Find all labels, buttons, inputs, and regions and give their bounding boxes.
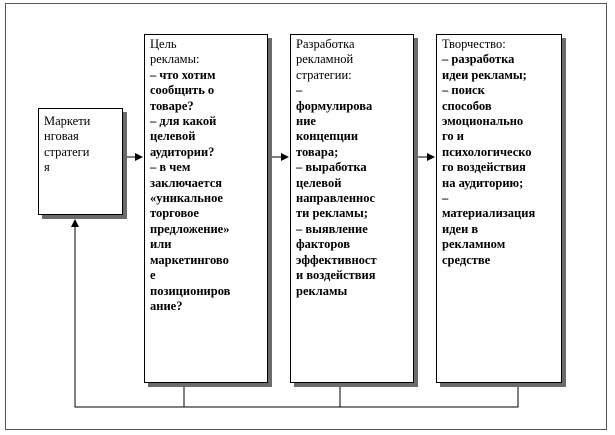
box-text-line: на аудиторию; — [442, 175, 524, 190]
box-text-line: – поиск — [442, 83, 485, 98]
box-text-line: го и — [442, 129, 464, 144]
box-text-line: Творчество: — [442, 37, 506, 51]
box-text-line: го воздействия — [442, 160, 526, 175]
box-text-line: Цель — [150, 37, 177, 51]
box-text-line: – в чем — [150, 160, 191, 175]
box-text-line: материализация — [442, 206, 536, 221]
box-text-line: Разработка — [296, 37, 355, 51]
box-text-line: рекламы: — [150, 52, 200, 67]
feedback-arrow-head — [71, 219, 79, 227]
box-text-line: концепции — [296, 129, 359, 144]
box-text-line: предложение» — [150, 221, 230, 236]
box-text-line: – выработка — [296, 160, 367, 175]
box-text-line: е — [150, 268, 156, 283]
box-text-line: психологическо — [442, 144, 532, 159]
box-text-line: я — [44, 160, 50, 175]
box-text-line: рекламном — [442, 237, 506, 252]
box-text-line: сообщить о — [150, 83, 215, 98]
box-text-line: ти рекламы; — [296, 206, 368, 221]
box-text-line: ание? — [150, 298, 183, 313]
box-advertising-goal — [144, 34, 268, 383]
box-text-line: – — [296, 83, 303, 98]
box-text-line: средстве — [442, 252, 491, 267]
box-text-line: целевой — [296, 175, 342, 190]
box-creativity — [436, 34, 562, 383]
box-text-line: стратеги — [44, 144, 90, 159]
box-text-line: – выявление — [296, 221, 368, 236]
box-text-line: идеи в — [442, 221, 479, 236]
box-text-line: торговое — [150, 206, 199, 221]
box-text-line: формулирова — [296, 98, 373, 113]
box-text-line: и воздействия — [296, 268, 376, 283]
box-text-line: эффективност — [296, 252, 377, 267]
box-text-line: направленнос — [296, 191, 376, 206]
box-text-line: или — [150, 237, 172, 252]
box-text-line: рекламной — [296, 52, 354, 67]
box-text-line: стратегии: — [296, 67, 352, 82]
box-text-line: аудитории? — [150, 144, 215, 159]
box-text-line: ние — [296, 114, 316, 129]
box-text-line: – — [442, 191, 449, 206]
box-text-line: заключается — [150, 175, 223, 190]
box-text-line: – для какой — [150, 114, 217, 129]
box-text-line: целевой — [150, 129, 196, 144]
box-text-line: эмоционально — [442, 114, 524, 129]
box-text-line: товара; — [296, 144, 339, 159]
box-text-line: идеи рекламы; — [442, 67, 527, 82]
box-text-line: позициониров — [150, 283, 231, 298]
box-text-line: товаре? — [150, 98, 194, 113]
box-text-line: способов — [442, 98, 492, 113]
box-text-line: Маркети — [44, 114, 91, 128]
box-marketing-strategy — [38, 108, 123, 215]
box-strategy-development — [290, 34, 414, 383]
box-text-line: факторов — [296, 237, 350, 252]
box-text-line: – разработка — [442, 52, 515, 67]
box-text-line: – что хотим — [150, 67, 216, 82]
box-text-line: «уникальное — [150, 191, 223, 206]
box-text-line: нговая — [44, 129, 79, 144]
box-text-line: рекламы — [296, 283, 348, 298]
box-text-line: маркетингово — [150, 252, 229, 267]
